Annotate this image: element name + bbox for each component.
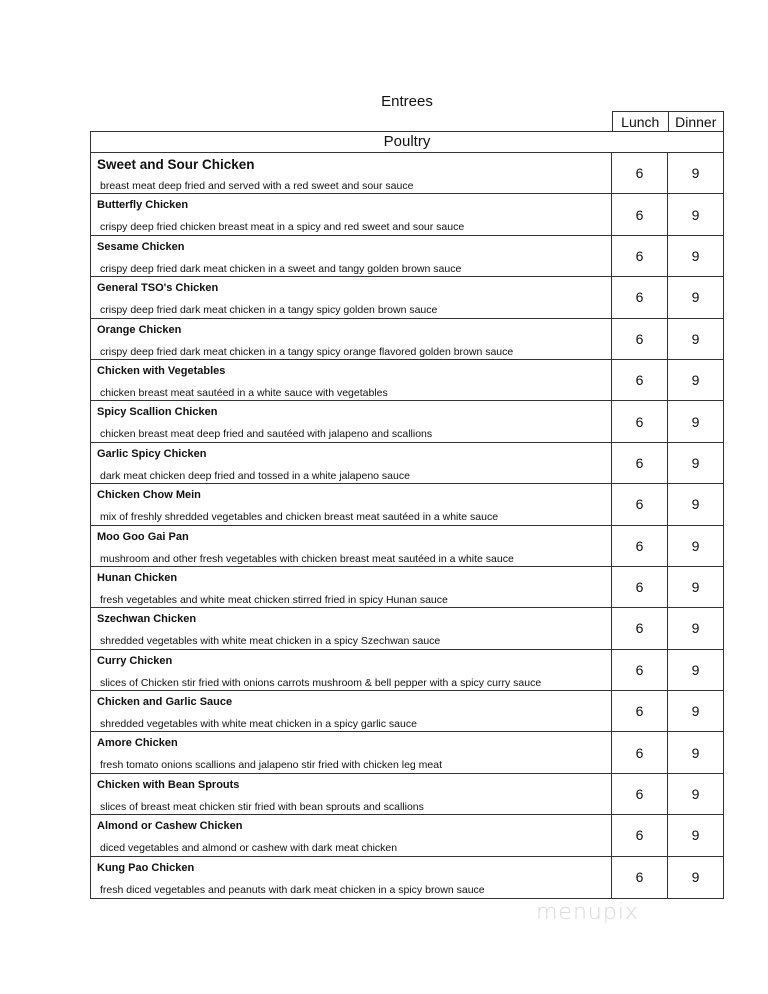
menu-item-name: Curry Chicken <box>97 654 173 667</box>
dinner-column-header: Dinner <box>675 114 717 130</box>
menu-item-description: shredded vegetables with white meat chicken in a spicy garlic sauce <box>100 718 417 731</box>
menu-item-name: Butterfly Chicken <box>97 199 189 212</box>
menu-item-description: mix of freshly shredded vegetables and chicken breast meat sautéed in a white sauce <box>100 511 499 524</box>
menu-item <box>91 774 723 815</box>
menu-item <box>91 443 723 484</box>
dinner-price: 9 <box>691 703 700 720</box>
menu-item <box>91 319 723 360</box>
lunch-price: 6 <box>612 236 668 276</box>
menu-item <box>91 567 723 608</box>
menu-item-description: crispy deep fried dark meat chicken in a sweet and tangy golden brown sauce <box>100 262 462 275</box>
menu-item <box>91 153 723 194</box>
menu-item-description: chicken breast meat deep fried and sautéed with jalapeno and scallions <box>100 428 433 441</box>
menu-item <box>91 484 723 525</box>
section-header: Poultry <box>91 132 723 153</box>
menu-item-info <box>91 153 612 193</box>
dinner-price: 9 <box>691 206 700 223</box>
price-column-header <box>612 111 724 131</box>
menu-item-description: dark meat chicken deep fried and tossed in a white jalapeno sauce <box>100 469 410 482</box>
dinner-price: 9 <box>691 869 700 886</box>
menu-item <box>91 815 723 856</box>
menu-item-info <box>91 608 612 648</box>
menu-item-info <box>91 526 612 566</box>
menu-item-description: slices of breast meat chicken stir fried with bean sprouts and scallions <box>100 800 424 813</box>
menu-item-name: Chicken and Garlic Sauce <box>97 696 233 709</box>
lunch-column-header: Lunch <box>613 112 669 131</box>
menu-item <box>91 526 723 567</box>
watermark-logo: menupix <box>536 900 639 925</box>
menu-item <box>91 732 723 773</box>
lunch-price: 6 <box>612 443 668 483</box>
lunch-price: 6 <box>612 360 668 400</box>
menu-item-name: Sesame Chicken <box>97 240 185 253</box>
page-title: Entrees <box>381 93 433 110</box>
lunch-price: 6 <box>612 319 668 359</box>
menu-item-info <box>91 443 612 483</box>
dinner-price: 9 <box>691 165 700 182</box>
menu-item-description: fresh vegetables and white meat chicken stirred fried in spicy Hunan sauce <box>100 593 448 606</box>
lunch-price: 6 <box>612 650 668 690</box>
menu-item-info <box>91 236 612 276</box>
dinner-price: 9 <box>691 454 700 471</box>
menu-item <box>91 608 723 649</box>
menu-item-description: diced vegetables and almond or cashew with dark meat chicken <box>100 842 398 855</box>
menu-item-description: fresh tomato onions scallions and jalapeno stir fried with chicken leg meat <box>100 759 443 772</box>
menu-item-name: Amore Chicken <box>97 737 178 750</box>
menu-item-info <box>91 857 612 898</box>
dinner-price: 9 <box>691 289 700 306</box>
lunch-price: 6 <box>612 567 668 607</box>
menu-item-description: slices of Chicken stir fried with onions carrots mushroom & bell pepper with a spicy curry sauce <box>100 676 542 689</box>
dinner-price: 9 <box>691 247 700 264</box>
menu-item <box>91 360 723 401</box>
menu-item-name: General TSO's Chicken <box>97 282 219 295</box>
lunch-price: 6 <box>612 815 668 855</box>
lunch-price: 6 <box>612 608 668 648</box>
lunch-price: 6 <box>612 277 668 317</box>
menu-item-description: fresh diced vegetables and peanuts with dark meat chicken in a spicy brown sauce <box>100 883 485 896</box>
menu-item-name: Chicken Chow Mein <box>97 489 201 502</box>
menu-item-name: Garlic Spicy Chicken <box>97 447 207 460</box>
menu-item-name: Orange Chicken <box>97 323 182 336</box>
menu-table <box>90 131 724 899</box>
menu-item-description: shredded vegetables with white meat chicken in a spicy Szechwan sauce <box>100 635 441 648</box>
dinner-price: 9 <box>691 620 700 637</box>
lunch-price: 6 <box>612 526 668 566</box>
menu-item-description: mushroom and other fresh vegetables with chicken breast meat sautéed in a white sauce <box>100 552 514 565</box>
menu-item-info <box>91 567 612 607</box>
menu-item-info <box>91 732 612 772</box>
menu-item-info <box>91 774 612 814</box>
lunch-price: 6 <box>612 484 668 524</box>
dinner-price: 9 <box>691 413 700 430</box>
menu-item <box>91 857 723 898</box>
menu-item <box>91 194 723 235</box>
lunch-price: 6 <box>612 691 668 731</box>
lunch-price: 6 <box>612 401 668 441</box>
dinner-price: 9 <box>691 537 700 554</box>
lunch-price: 6 <box>612 857 668 898</box>
menu-item-description: chicken breast meat sautéed in a white sauce with vegetables <box>100 386 388 399</box>
menu-item <box>91 236 723 277</box>
dinner-price: 9 <box>691 372 700 389</box>
menu-item-description: breast meat deep fried and served with a red sweet and sour sauce <box>100 180 414 192</box>
menu-item-info <box>91 360 612 400</box>
menu-item-name: Spicy Scallion Chicken <box>97 406 218 419</box>
menu-item-info <box>91 650 612 690</box>
menu-item-name: Chicken with Vegetables <box>97 364 226 377</box>
dinner-price: 9 <box>691 827 700 844</box>
dinner-price: 9 <box>691 661 700 678</box>
dinner-price: 9 <box>691 496 700 513</box>
menu-item-info <box>91 277 612 317</box>
lunch-price: 6 <box>612 153 668 193</box>
menu-item-description: crispy deep fried dark meat chicken in a tangy spicy orange flavored golden brown sauce <box>100 345 514 358</box>
menu-item-name: Sweet and Sour Chicken <box>97 157 255 172</box>
menu-item-name: Hunan Chicken <box>97 571 178 584</box>
menu-item-name: Chicken with Bean Sprouts <box>97 778 240 791</box>
dinner-price: 9 <box>691 744 700 761</box>
dinner-price: 9 <box>691 786 700 803</box>
dinner-price: 9 <box>691 330 700 347</box>
menu-item-name: Szechwan Chicken <box>97 613 197 626</box>
menu-item-info <box>91 815 612 855</box>
menu-items <box>91 153 723 898</box>
menu-item-name: Almond or Cashew Chicken <box>97 820 243 833</box>
menu-item-description: crispy deep fried dark meat chicken in a tangy spicy golden brown sauce <box>100 304 438 317</box>
menu-item <box>91 691 723 732</box>
menu-item-name: Moo Goo Gai Pan <box>97 530 189 543</box>
lunch-price: 6 <box>612 732 668 772</box>
menu-item-info <box>91 194 612 234</box>
menu-item-name: Kung Pao Chicken <box>97 861 195 874</box>
menu-item <box>91 650 723 691</box>
menu-item-info <box>91 319 612 359</box>
menu-item <box>91 401 723 442</box>
menu-item-description: crispy deep fried chicken breast meat in a spicy and red sweet and sour sauce <box>100 221 465 234</box>
lunch-price: 6 <box>612 194 668 234</box>
lunch-price: 6 <box>612 774 668 814</box>
menu-item <box>91 277 723 318</box>
menu-item-info <box>91 484 612 524</box>
menu-item-info <box>91 401 612 441</box>
menu-item-info <box>91 691 612 731</box>
dinner-price: 9 <box>691 579 700 596</box>
